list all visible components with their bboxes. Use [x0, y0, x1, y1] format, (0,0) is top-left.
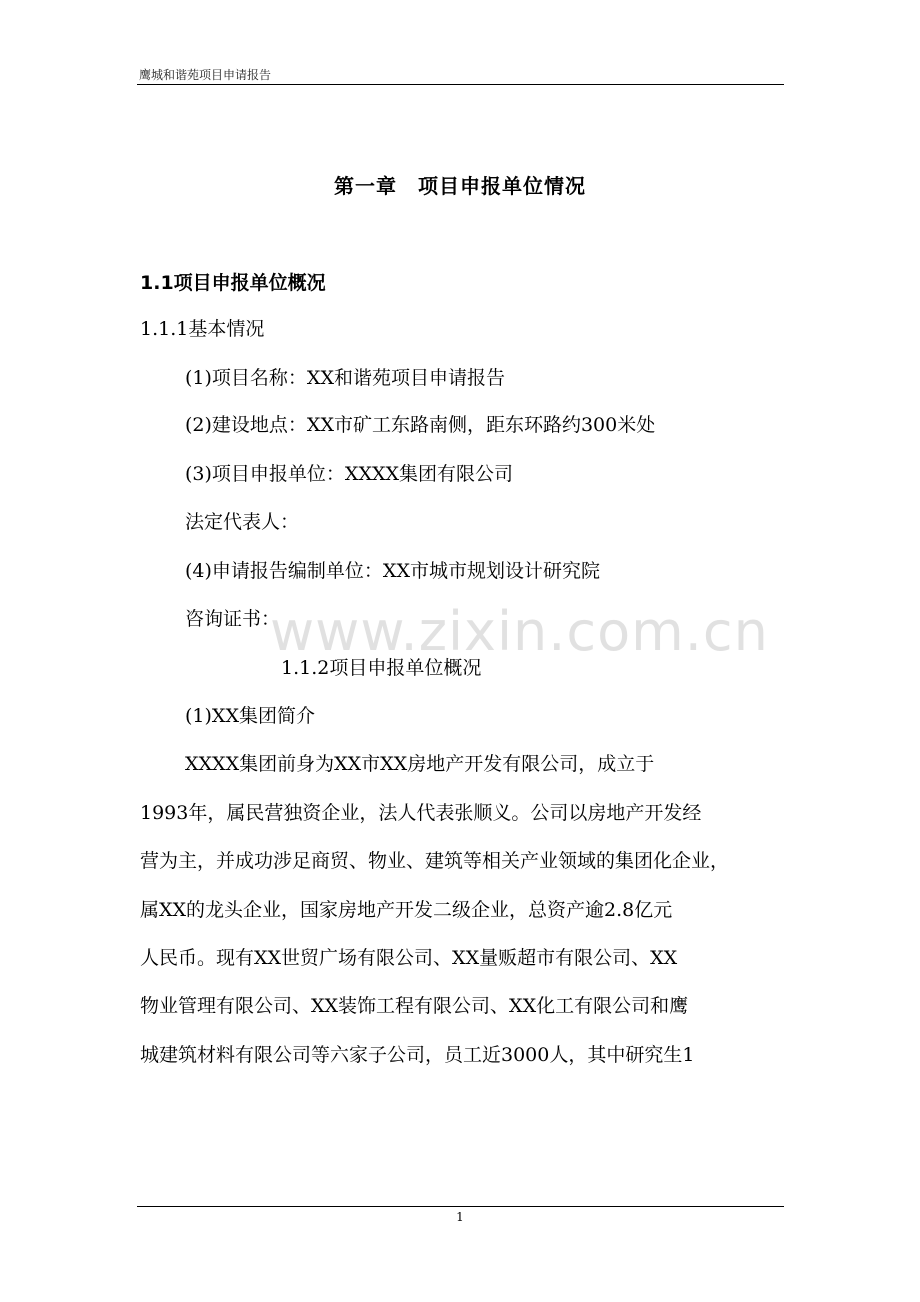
- paragraph-line: 城建筑材料有限公司等六家子公司，员工近3000人，其中研究生1: [140, 1044, 695, 1066]
- item-project-name: (1)项目名称：XX和谐苑项目申请报告: [185, 367, 505, 389]
- subsection-title-basic: 1.1.1基本情况: [140, 318, 265, 340]
- subsection-title-overview: 1.1.2项目申报单位概况: [281, 657, 482, 679]
- paragraph-line: 营为主，并成功涉足商贸、物业、建筑等相关产业领域的集团化企业，: [140, 850, 730, 872]
- watermark: www.zixin.com.cn: [270, 600, 769, 663]
- paragraph-line: 1993年，属民营独资企业，法人代表张顺义。公司以房地产开发经: [140, 802, 702, 824]
- header-divider: [137, 84, 784, 85]
- section-title: 1.1项目申报单位概况: [140, 272, 326, 294]
- item-applicant: (3)项目申报单位：XXXX集团有限公司: [185, 463, 514, 485]
- paragraph-line: 物业管理有限公司、XX装饰工程有限公司、XX化工有限公司和鹰: [140, 995, 689, 1017]
- paragraph-line: 人民币。现有XX世贸广场有限公司、XX量贩超市有限公司、XX: [140, 947, 678, 969]
- group-intro-heading: (1)XX集团简介: [185, 705, 315, 727]
- footer-divider: [137, 1206, 784, 1207]
- paragraph-line: 属XX的龙头企业，国家房地产开发二级企业，总资产逾2.8亿元: [140, 899, 673, 921]
- legal-representative: 法定代表人：: [185, 511, 300, 533]
- paragraph-line: XXXX集团前身为XX市XX房地产开发有限公司，成立于: [185, 753, 655, 775]
- running-header: 鹰城和谐苑项目申请报告: [139, 68, 272, 82]
- consulting-certificate: 咨询证书：: [185, 608, 281, 630]
- page-number: 1: [456, 1210, 464, 1224]
- chapter-title: 第一章 项目申报单位情况: [334, 174, 586, 198]
- item-compiler: (4)申请报告编制单位：XX市城市规划设计研究院: [185, 560, 600, 582]
- item-location: (2)建设地点：XX市矿工东路南侧，距东环路约300米处: [185, 414, 656, 436]
